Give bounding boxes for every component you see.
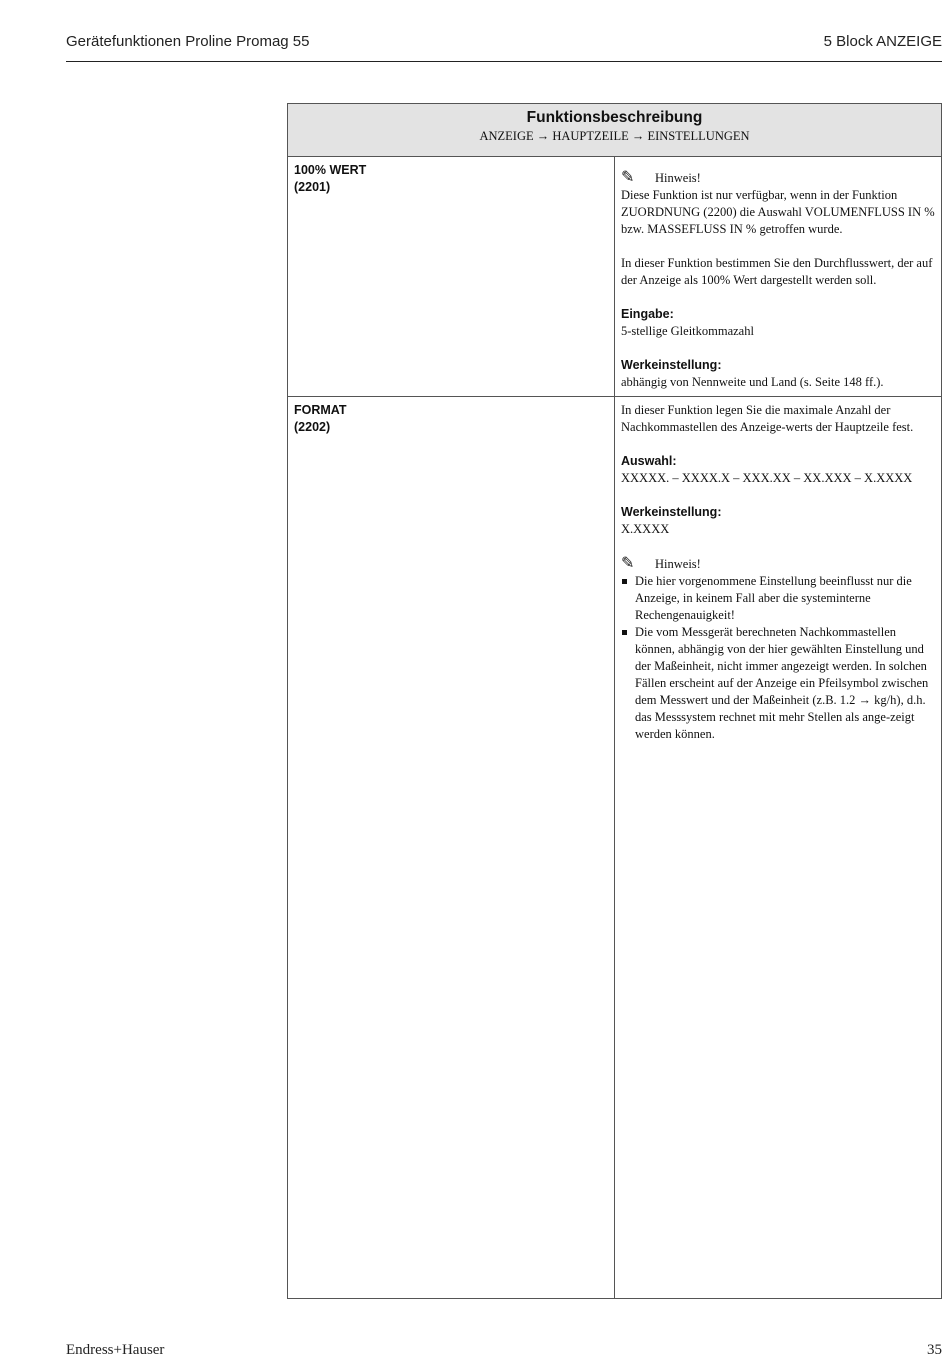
default-value: abhängig von Nennweite und Land (s. Seite 148 ff.). — [621, 375, 884, 389]
pencil-note-icon: ✎ — [621, 169, 635, 186]
menu-path: ANZEIGE → HAUPTZEILE → EINSTELLUNGEN — [479, 129, 750, 143]
function-name: 100% WERT — [294, 163, 367, 177]
table-header-row — [288, 104, 942, 157]
function-name-cell — [288, 157, 615, 397]
note-heading — [621, 555, 935, 573]
table-row — [288, 397, 942, 1299]
table-row — [288, 157, 942, 397]
note-label: Hinweis! — [655, 171, 701, 185]
header-section-title: 5 Block ANZEIGE — [823, 33, 942, 50]
default-label: Werkeinstellung: — [621, 358, 722, 372]
input-label: Eingabe: — [621, 307, 674, 321]
options-value: XXXXX. – XXXX.X – XXX.XX – XX.XXX – X.XXXX — [621, 471, 913, 485]
function-name: FORMAT — [294, 403, 347, 417]
description-text: In dieser Funktion legen Sie die maximale Anzahl der Nachkommastellen des Anzeige-werts der Hauptzeile fest. — [621, 403, 914, 434]
note-bullet-list — [621, 573, 935, 743]
table-title: Funktionsbeschreibung — [526, 109, 703, 126]
note-label: Hinweis! — [655, 557, 701, 571]
function-description-cell — [615, 397, 942, 1299]
note-text: Diese Funktion ist nur verfügbar, wenn in der Funktion ZUORDNUNG (2200) die Auswahl VOLUMENFLUSS IN % bzw. MASSEFLUSS IN % getroffen wurde. — [621, 188, 935, 236]
note-heading — [621, 169, 935, 187]
function-description-cell — [615, 157, 942, 397]
input-value: 5-stellige Gleitkommazahl — [621, 324, 754, 338]
page-header — [66, 30, 942, 62]
function-code: (2202) — [294, 420, 331, 434]
function-code: (2201) — [294, 180, 331, 194]
header-document-title: Gerätefunktionen Proline Promag 55 — [66, 33, 310, 50]
options-label: Auswahl: — [621, 454, 677, 468]
default-value: X.XXXX — [621, 522, 670, 536]
pencil-note-icon: ✎ — [621, 555, 635, 572]
default-label: Werkeinstellung: — [621, 505, 722, 519]
description-text: In dieser Funktion bestimmen Sie den Durchflusswert, der auf der Anzeige als 100% Wert dargestellt werden soll. — [621, 256, 933, 287]
list-item: Die hier vorgenommene Einstellung beeinflusst nur die Anzeige, in keinem Fall aber die systeminterne Rechengenauigkeit! — [621, 573, 935, 624]
footer-company: Endress+Hauser — [66, 1342, 165, 1358]
list-item: Die vom Messgerät berechneten Nachkommastellen können, abhängig von der hier gewählten Einstellung und der Maßeinheit, nicht immer angezeigt werden. In solchen Fällen erscheint auf der Anzeige ein Pfeilsymbol zwischen dem Messwert und der Maßeinheit (z.B. 1.2 → kg/h), d.h. das Messsystem rechnet mit mehr Stellen als ange-zeigt werden können. — [621, 624, 935, 743]
function-name-cell — [288, 397, 615, 1299]
function-description-table — [287, 103, 942, 1299]
table-header — [288, 104, 942, 157]
page-number: 35 — [927, 1342, 942, 1358]
